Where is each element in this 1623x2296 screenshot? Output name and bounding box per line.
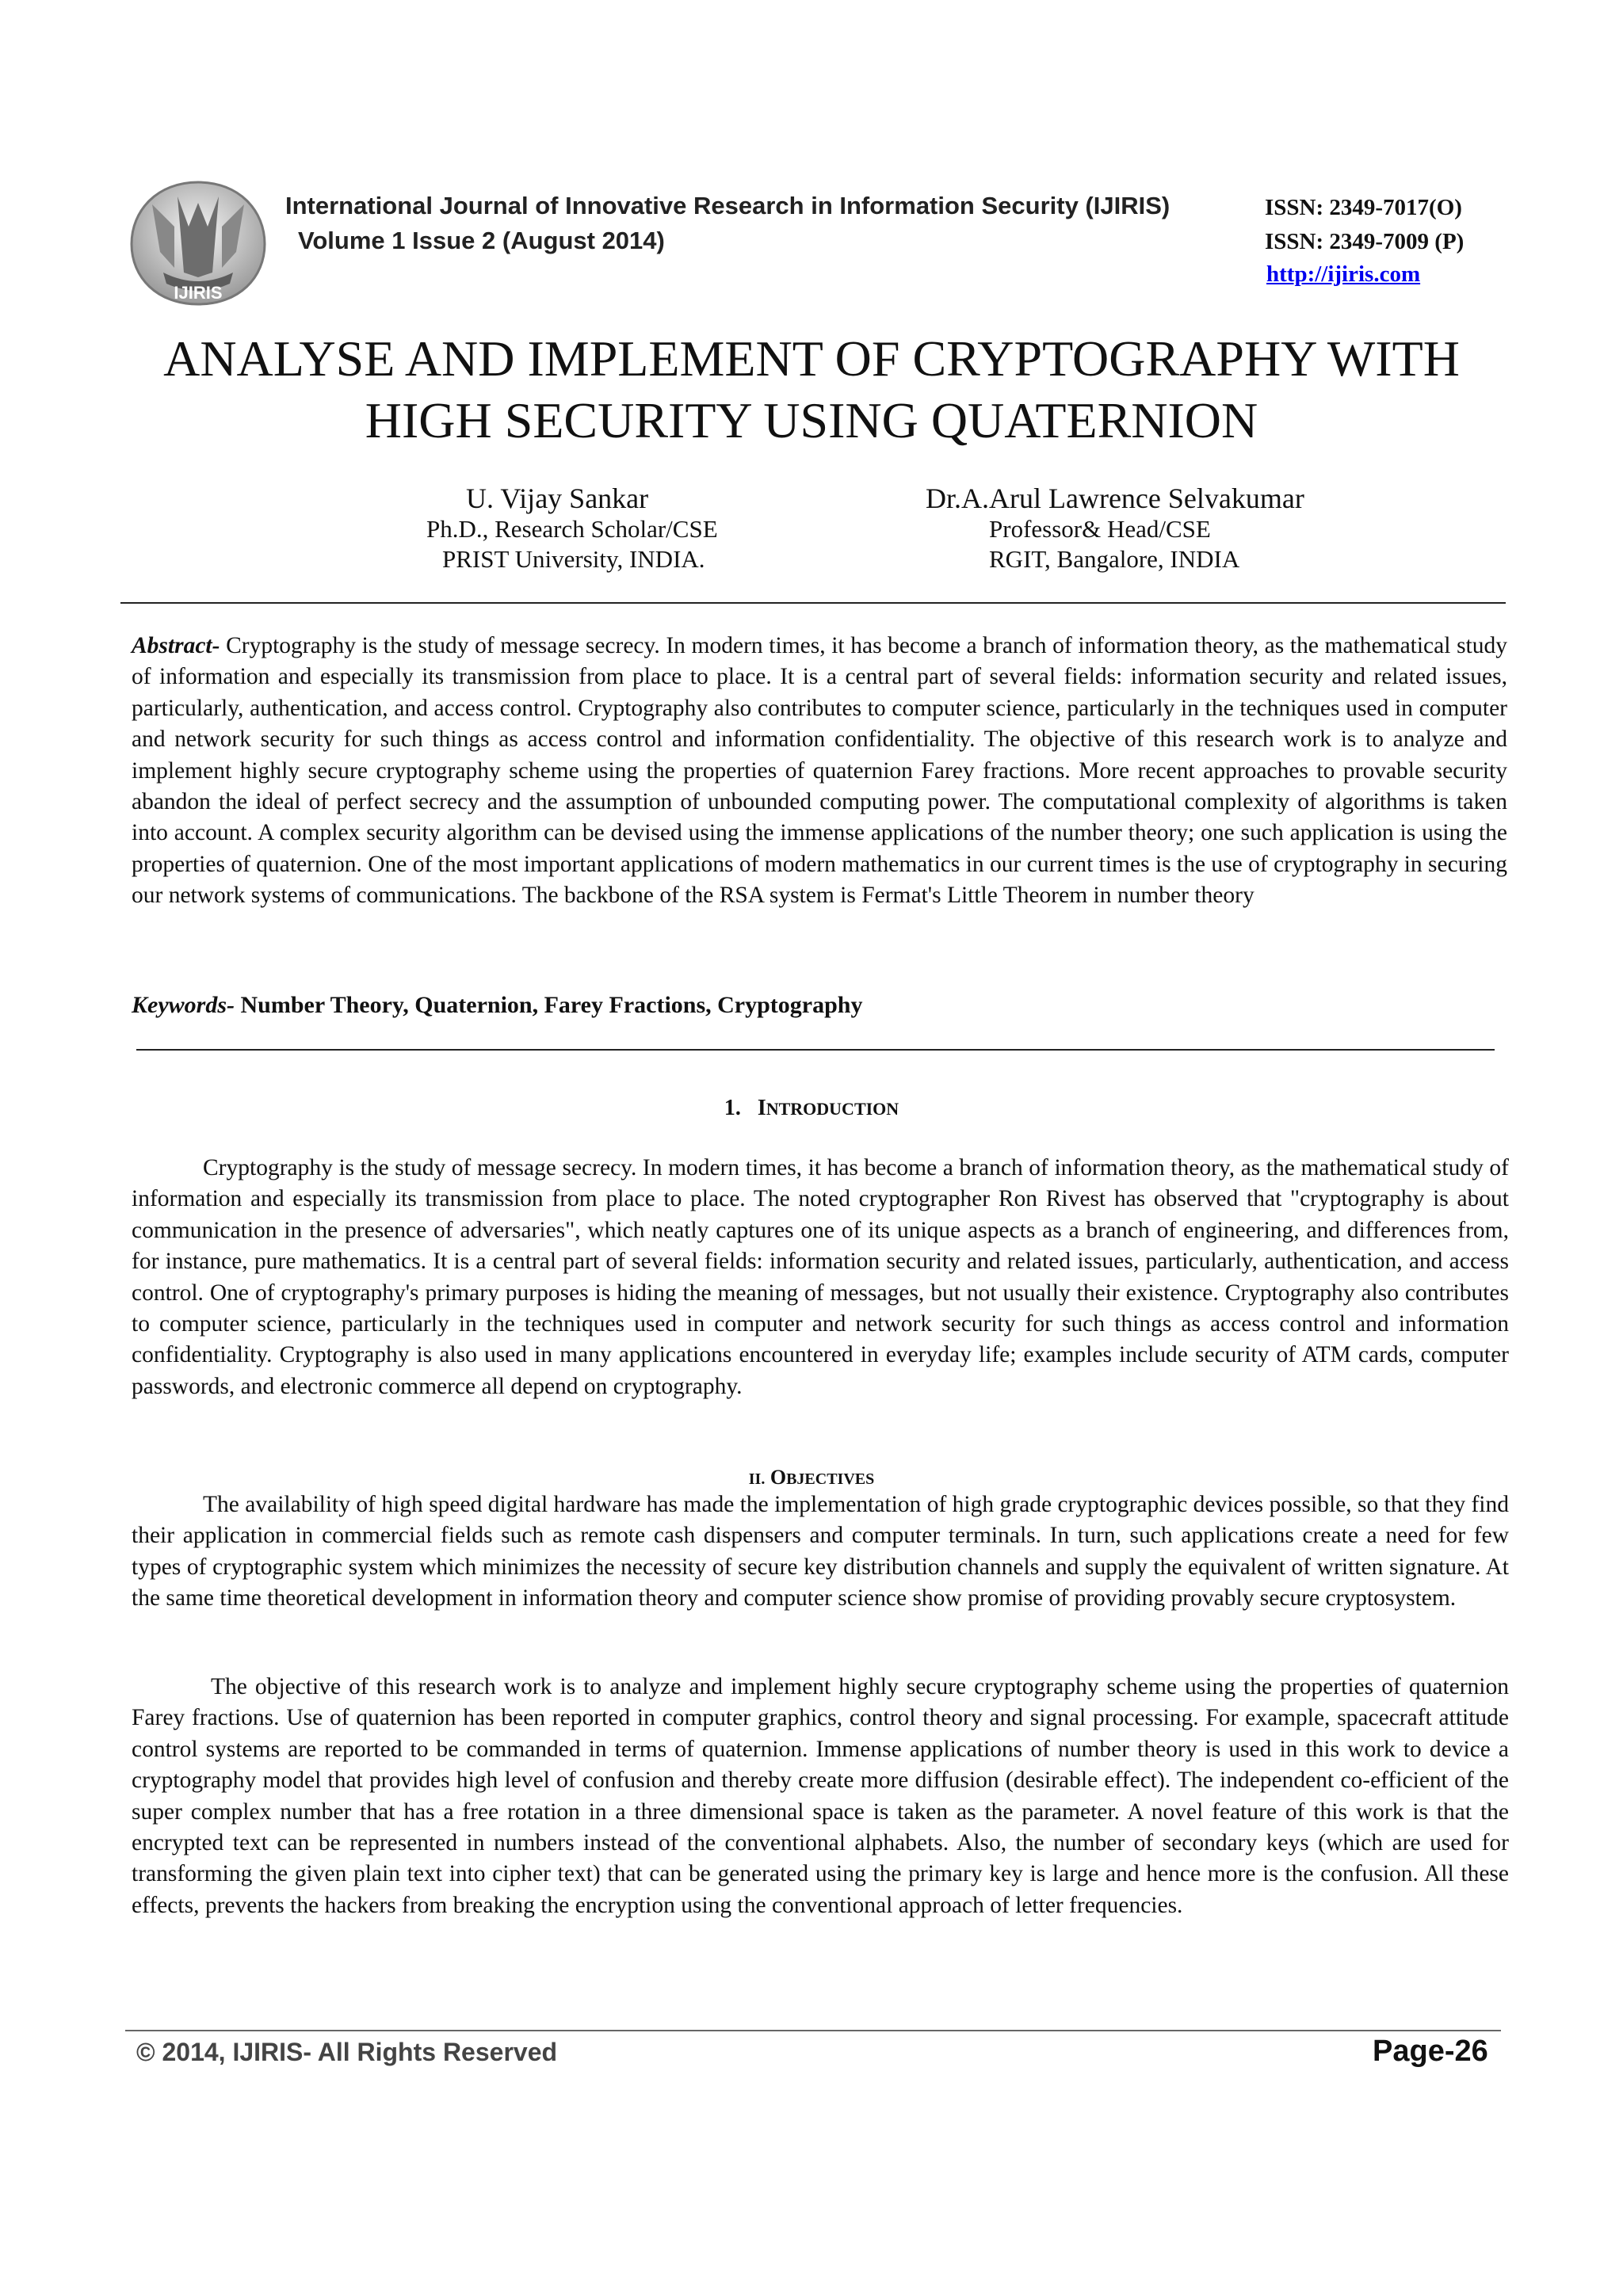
objectives-paragraph-1: The availability of high speed digital hardware has made the implementation of high grade cryptographic devices possible, so that they find their application in commercial fields such as remote cash dispensers and computer terminals. In turn, such applications create a need for few types of cryptographic system which minimizes the necessity of secure key distribution channels and supply the equivalent of written signature. At the same time theoretical development in information theory and computer science show promise of providing provably secure cryptosystem. <box>132 1492 1509 1611</box>
section-heading-introduction: 1. INTRODUCTION <box>724 1096 899 1120</box>
author-1-name: U. Vijay Sankar <box>466 482 649 514</box>
paper-title-line-2: HIGH SECURITY USING QUATERNION <box>365 392 1258 448</box>
keywords <box>132 992 862 1019</box>
issn-online: ISSN: 2349-7017(O) <box>1265 195 1462 220</box>
footer-copyright: © 2014, IJIRIS- All Rights Reserved <box>136 2038 558 2066</box>
header-divider <box>120 602 1506 604</box>
journal-name: International Journal of Innovative Research in Information Security (IJIRIS) <box>285 192 1170 219</box>
author-2-affiliation: RGIT, Bangalore, INDIA <box>989 545 1240 573</box>
logo-text: IJIRIS <box>174 283 223 303</box>
author-2-name: Dr.A.Arul Lawrence Selvakumar <box>926 482 1304 514</box>
journal-website-link[interactable]: http://ijiris.com <box>1266 261 1421 287</box>
keywords-text: Number Theory, Quaternion, Farey Fractions, Cryptography <box>235 992 863 1018</box>
author-1-affiliation: PRIST University, INDIA. <box>442 545 705 573</box>
issn-print: ISSN: 2349-7009 (P) <box>1265 229 1465 254</box>
abstract <box>132 631 1507 912</box>
paper-title-line-1: ANALYSE AND IMPLEMENT OF CRYPTOGRAPHY WITH <box>163 330 1460 387</box>
abstract-divider <box>136 1049 1495 1051</box>
page-number: Page-26 <box>1373 2035 1488 2068</box>
author-2-role: Professor& Head/CSE <box>989 515 1211 543</box>
journal-volume: Volume 1 Issue 2 (August 2014) <box>298 227 665 254</box>
journal-logo <box>128 179 268 307</box>
abstract-text: Cryptography is the study of message secrecy. In modern times, it has become a branch of information theory, as the mathematical study of information and especially its transmission from place to place. It is a central part of several fields: information security and related issues, particularly, authentication, and access control. Cryptography also contributes to computer science, particularly in the techniques used in computer and network security for such things as access control and information confidentiality. The objective of this research work is to analyze and implement highly secure cryptography scheme using the properties of quaternion Farey fractions. More recent approaches to provable security abandon the ideal of perfect secrecy and the assumption of unbounded computing power. The computational complexity of algorithms is taken into account. A complex security algorithm can be devised using the immense applications of the number theory; one such application is using the properties of quaternion. One of the most important applications of modern mathematics in our current times is the use of cryptography in securing our network systems of communications. The backbone of the RSA system is Fermat's Little Theorem in number theory <box>132 633 1507 909</box>
author-1-role: Ph.D., Research Scholar/CSE <box>426 515 718 543</box>
section-heading-objectives: II. OBJECTIVES <box>748 1466 875 1489</box>
introduction-paragraph: Cryptography is the study of message secrecy. In modern times, it has become a branch of information theory, as the mathematical study of information and especially its transmission from place to place. The noted cryptographer Ron Rivest has observed that "cryptography is about communication in the presence of adversaries", which neatly captures one of its unique aspects as a branch of engineering, and differences from, for instance, pure mathematics. It is a central part of several fields: information security and related issues, particularly, authentication, and access control. One of cryptography's primary purposes is hiding the meaning of messages, but not usually their existence. Cryptography also contributes to computer science, particularly in the techniques used in computer and network security for such things as access control and information confidentiality. Cryptography is also used in many applications encountered in everyday life; examples include security of ATM cards, computer passwords, and electronic commerce all depend on cryptography. <box>132 1155 1509 1399</box>
footer-divider <box>125 2030 1501 2031</box>
abstract-label: Abstract- <box>132 633 220 658</box>
objectives-paragraph-2: The objective of this research work is to analyze and implement highly secure cryptography scheme using the properties of quaternion Farey fractions. Use of quaternion has been reported in computer graphics, control theory and signal processing. For example, spacecraft attitude control systems are reported to be commanded in terms of quaternion. Immense applications of number theory is used in this work to device a cryptography model that provides high level of confusion and thereby create more diffusion (desirable effect). The independent co-efficient of the super complex number that has a free rotation in a three dimensional space is taken as the parameter. A novel feature of this work is that the encrypted text can be represented in numbers instead of the conventional alphabets. Also, the number of secondary keys (which are used for transforming the given plain text into cipher text) that can be generated using the primary key is large and hence more is the confusion. All these effects, prevents the hackers from breaking the encryption using the conventional approach of letter frequencies. <box>132 1674 1509 1918</box>
keywords-label: Keywords- <box>132 992 235 1018</box>
